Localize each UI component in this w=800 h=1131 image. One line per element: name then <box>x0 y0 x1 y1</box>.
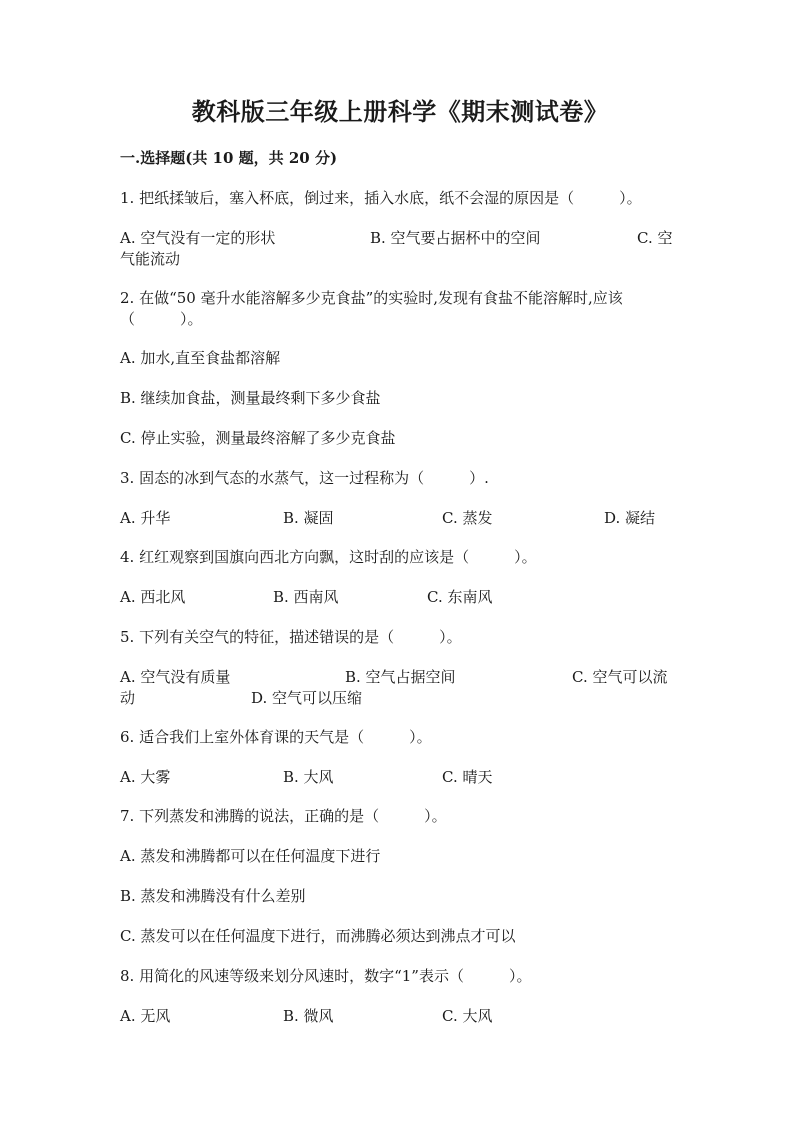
question-3-option-c: C. 蒸发 <box>442 509 493 527</box>
page-title: 教科版三年级上册科学《期末测试卷》 <box>191 97 609 126</box>
question-5-option-b: B. 空气占据空间 <box>345 668 456 686</box>
question-5-option-d: D. 空气可以压缩 <box>251 689 363 707</box>
question-1-stem: 1. 把纸揉皱后，塞入杯底，倒过来，插入水底，纸不会湿的原因是（ ）。 <box>120 189 642 207</box>
question-5-option-a: A. 空气没有质量 <box>120 668 231 686</box>
question-5-option-c: C. 空气可以流 <box>572 668 668 686</box>
question-7-option-a: A. 蒸发和沸腾都可以在任何温度下进行 <box>120 847 381 865</box>
question-2-stem-line-1: 2. 在做“50 毫升水能溶解多少克食盐”的实验时,发现有食盐不能溶解时,应该 <box>120 289 623 307</box>
question-1-option-c: C. 空 <box>637 229 673 247</box>
question-6-option-a: A. 大雾 <box>120 768 171 786</box>
question-4-option-a: A. 西北风 <box>120 588 186 606</box>
question-5-option-c-continued: 动 <box>120 689 136 707</box>
question-6-stem: 6. 适合我们上室外体育课的天气是（ ）。 <box>120 728 432 746</box>
question-4-option-c: C. 东南风 <box>427 588 493 606</box>
question-8-option-a: A. 无风 <box>120 1007 171 1025</box>
question-3-option-a: A. 升华 <box>120 509 171 527</box>
question-8-option-c: C. 大风 <box>442 1007 493 1025</box>
question-6-option-c: C. 晴天 <box>442 768 493 786</box>
question-2-option-a: A. 加水,直至食盐都溶解 <box>120 349 281 367</box>
question-1-option-c-continued: 气能流动 <box>120 250 181 268</box>
question-7-option-c: C. 蒸发可以在任何温度下进行，而沸腾必须达到沸点才可以 <box>120 927 516 945</box>
question-6-option-b: B. 大风 <box>283 768 334 786</box>
question-7-stem: 7. 下列蒸发和沸腾的说法，正确的是（ ）。 <box>120 807 447 825</box>
question-4-option-b: B. 西南风 <box>273 588 339 606</box>
question-2-option-b: B. 继续加食盐，测量最终剩下多少食盐 <box>120 389 381 407</box>
question-3-option-b: B. 凝固 <box>283 509 334 527</box>
question-2-option-c: C. 停止实验，测量最终溶解了多少克食盐 <box>120 429 396 447</box>
question-1-option-a: A. 空气没有一定的形状 <box>120 229 276 247</box>
question-4-stem: 4. 红红观察到国旗向西北方向飘，这时刮的应该是（ ）。 <box>120 548 537 566</box>
question-8-stem: 8. 用简化的风速等级来划分风速时，数字“1”表示（ ）。 <box>120 967 532 985</box>
question-7-option-b: B. 蒸发和沸腾没有什么差别 <box>120 887 306 905</box>
section-heading: 一.选择题(共 10 题，共 20 分) <box>120 149 338 167</box>
question-5-stem: 5. 下列有关空气的特征，描述错误的是（ ）。 <box>120 628 462 646</box>
question-8-option-b: B. 微风 <box>283 1007 334 1025</box>
question-1-option-b: B. 空气要占据杯中的空间 <box>370 229 541 247</box>
question-3-option-d: D. 凝结 <box>604 509 656 527</box>
question-2-stem-line-2: （ ）。 <box>120 310 203 328</box>
question-3-stem: 3. 固态的冰到气态的水蒸气，这一过程称为（ ）. <box>120 469 489 487</box>
